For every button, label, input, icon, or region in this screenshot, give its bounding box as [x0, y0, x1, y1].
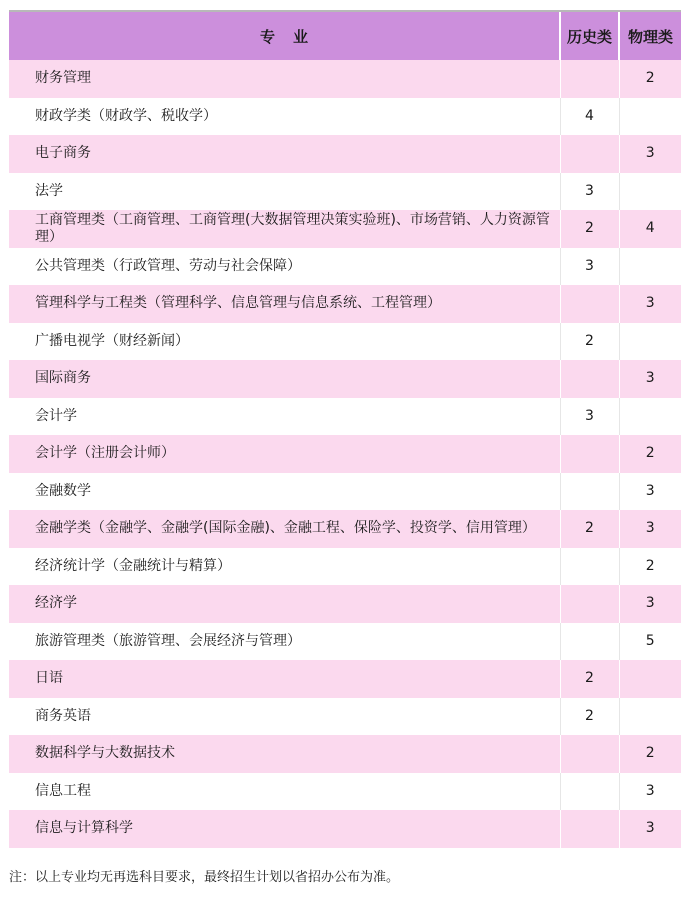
history-count-cell: [560, 623, 619, 661]
table-row: [9, 548, 681, 586]
major-name-cell: 经济统计学（金融统计与精算）: [9, 548, 560, 586]
table-row: [9, 773, 681, 811]
table-row: [9, 173, 681, 211]
history-count-cell: 4: [560, 98, 619, 136]
physics-count-cell: [619, 323, 681, 361]
history-count-cell: [560, 360, 619, 398]
major-name-cell: 管理科学与工程类（管理科学、信息管理与信息系统、工程管理）: [9, 285, 560, 323]
table-row: [9, 210, 681, 248]
table-row: [9, 810, 681, 848]
major-name-cell: 公共管理类（行政管理、劳动与社会保障）: [9, 248, 560, 286]
history-count-cell: [560, 435, 619, 473]
table-row: [9, 735, 681, 773]
major-name-cell: 数据科学与大数据技术: [9, 735, 560, 773]
physics-count-cell: 2: [619, 60, 681, 98]
physics-count-cell: 3: [619, 473, 681, 511]
table-row: [9, 135, 681, 173]
physics-count-cell: 3: [619, 585, 681, 623]
physics-count-cell: 2: [619, 735, 681, 773]
major-name-cell: 国际商务: [9, 360, 560, 398]
physics-count-cell: 3: [619, 285, 681, 323]
major-name-cell: 商务英语: [9, 698, 560, 736]
history-count-cell: [560, 60, 619, 98]
history-count-cell: [560, 473, 619, 511]
major-name-cell: 日语: [9, 660, 560, 698]
history-count-cell: [560, 810, 619, 848]
physics-count-cell: [619, 248, 681, 286]
table-row: [9, 435, 681, 473]
major-name-cell: 信息与计算科学: [9, 810, 560, 848]
table-row: [9, 698, 681, 736]
physics-count-cell: 3: [619, 773, 681, 811]
physics-count-cell: 3: [619, 135, 681, 173]
table-row: [9, 473, 681, 511]
enrollment-table: [9, 10, 681, 848]
table-row: [9, 323, 681, 361]
major-name-cell: 法学: [9, 173, 560, 211]
physics-count-cell: 3: [619, 510, 681, 548]
history-count-cell: [560, 285, 619, 323]
major-name-cell: 金融学类（金融学、金融学(国际金融)、金融工程、保险学、投资学、信用管理）: [9, 510, 560, 548]
column-header-physics: 物理类: [619, 11, 681, 60]
footnote: 注：以上专业均无再选科目要求，最终招生计划以省招办公布为准。: [9, 870, 400, 885]
history-count-cell: 2: [560, 698, 619, 736]
table-row: [9, 98, 681, 136]
enrollment-table-container: [9, 10, 681, 848]
physics-count-cell: 4: [619, 210, 681, 248]
table-row: [9, 623, 681, 661]
table-header-row: [9, 11, 681, 60]
history-count-cell: 2: [560, 660, 619, 698]
major-name-cell: 电子商务: [9, 135, 560, 173]
history-count-cell: 2: [560, 323, 619, 361]
major-name-cell: 旅游管理类（旅游管理、会展经济与管理）: [9, 623, 560, 661]
major-name-cell: 金融数学: [9, 473, 560, 511]
major-name-cell: 会计学: [9, 398, 560, 436]
physics-count-cell: 3: [619, 360, 681, 398]
major-name-cell: 财政学类（财政学、税收学）: [9, 98, 560, 136]
history-count-cell: 3: [560, 398, 619, 436]
physics-count-cell: [619, 660, 681, 698]
physics-count-cell: 2: [619, 435, 681, 473]
column-header-history: 历史类: [560, 11, 619, 60]
table-row: [9, 510, 681, 548]
table-row: [9, 398, 681, 436]
physics-count-cell: [619, 173, 681, 211]
table-row: [9, 60, 681, 98]
major-name-cell: 财务管理: [9, 60, 560, 98]
table-body: [9, 60, 681, 848]
history-count-cell: 3: [560, 248, 619, 286]
history-count-cell: 3: [560, 173, 619, 211]
physics-count-cell: [619, 98, 681, 136]
history-count-cell: 2: [560, 210, 619, 248]
physics-count-cell: 3: [619, 810, 681, 848]
history-count-cell: [560, 135, 619, 173]
physics-count-cell: [619, 698, 681, 736]
history-count-cell: [560, 773, 619, 811]
major-name-cell: 会计学（注册会计师）: [9, 435, 560, 473]
column-header-major: 专业: [9, 11, 560, 60]
major-name-cell: 信息工程: [9, 773, 560, 811]
table-row: [9, 660, 681, 698]
table-row: [9, 248, 681, 286]
history-count-cell: [560, 585, 619, 623]
major-name-cell: 经济学: [9, 585, 560, 623]
history-count-cell: [560, 735, 619, 773]
history-count-cell: 2: [560, 510, 619, 548]
major-name-cell: 广播电视学（财经新闻）: [9, 323, 560, 361]
major-name-cell: 工商管理类（工商管理、工商管理(大数据管理决策实验班)、市场营销、人力资源管理）: [9, 210, 560, 248]
physics-count-cell: 5: [619, 623, 681, 661]
table-row: [9, 285, 681, 323]
table-row: [9, 585, 681, 623]
table-row: [9, 360, 681, 398]
physics-count-cell: [619, 398, 681, 436]
physics-count-cell: 2: [619, 548, 681, 586]
history-count-cell: [560, 548, 619, 586]
